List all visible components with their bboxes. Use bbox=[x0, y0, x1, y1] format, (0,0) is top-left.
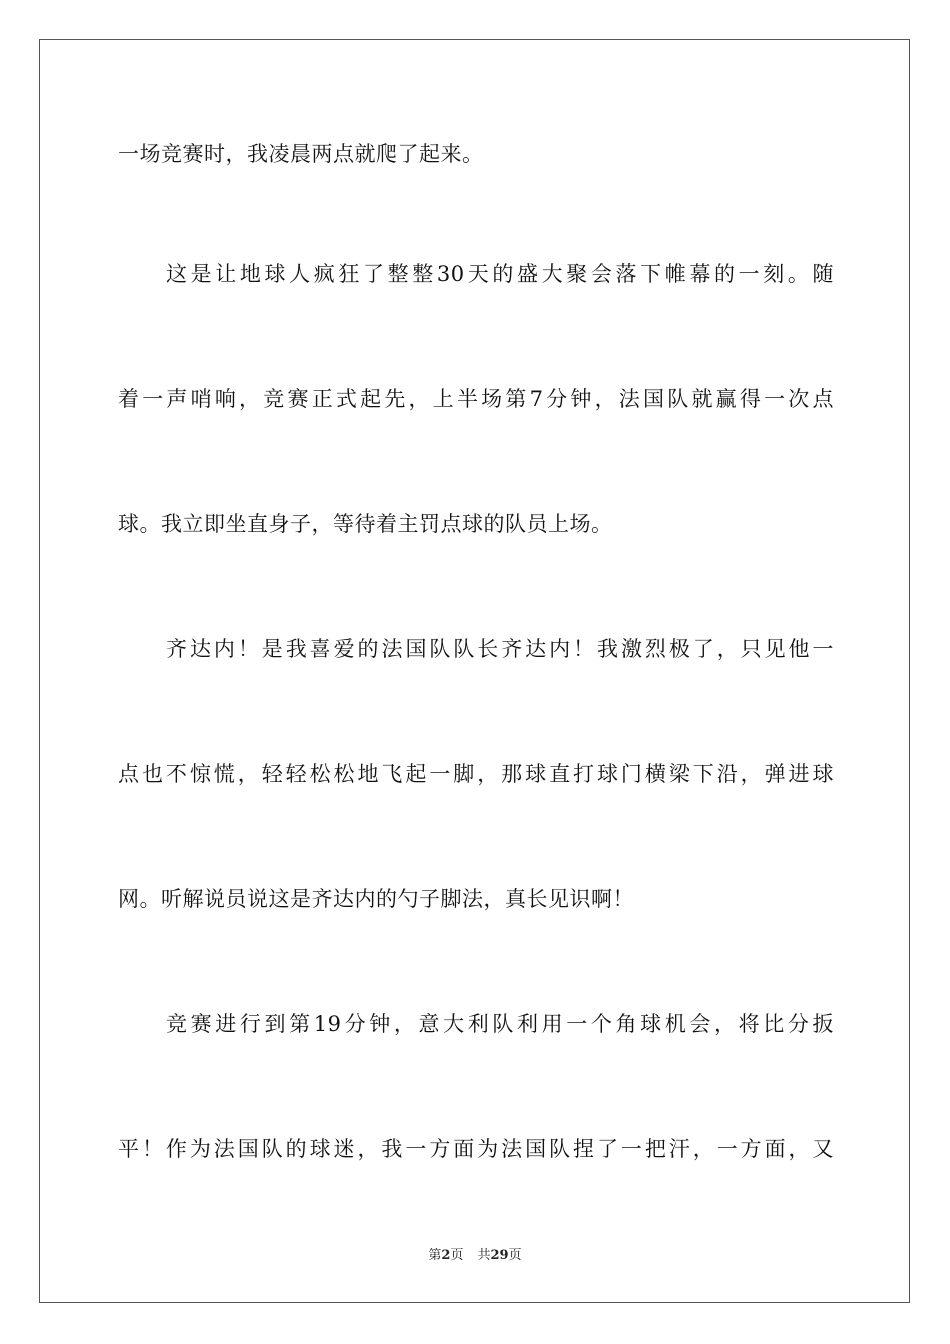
text-line-3: 着一声哨响，竞赛正式起先，上半场第7分钟，法国队就赢得一次点 bbox=[118, 387, 834, 411]
text-line-5: 齐达内！是我喜爱的法国队队长齐达内！我激烈极了，只见他一 bbox=[166, 637, 834, 661]
page-total: 共29页 bbox=[477, 1248, 522, 1263]
text-line-8: 竞赛进行到第19分钟，意大利队利用一个角球机会，将比分扳 bbox=[166, 1012, 834, 1036]
page-border bbox=[39, 39, 910, 1303]
text-line-7: 网。听解说员说这是齐达内的勺子脚法，真长见识啊！ bbox=[118, 887, 634, 911]
text-line-4: 球。我立即坐直身子，等待着主罚点球的队员上场。 bbox=[118, 512, 613, 536]
page-number: 第2页 bbox=[428, 1248, 464, 1263]
page-footer bbox=[0, 1247, 950, 1265]
text-line-9: 平！作为法国队的球迷，我一方面为法国队捏了一把汗，一方面，又 bbox=[118, 1137, 834, 1161]
text-line-2: 这是让地球人疯狂了整整30天的盛大聚会落下帷幕的一刻。随 bbox=[166, 262, 834, 286]
text-line-6: 点也不惊慌，轻轻松松地飞起一脚，那球直打球门横梁下沿，弹进球 bbox=[118, 762, 834, 786]
text-line-1: 一场竞赛时，我凌晨两点就爬了起来。 bbox=[118, 142, 484, 166]
